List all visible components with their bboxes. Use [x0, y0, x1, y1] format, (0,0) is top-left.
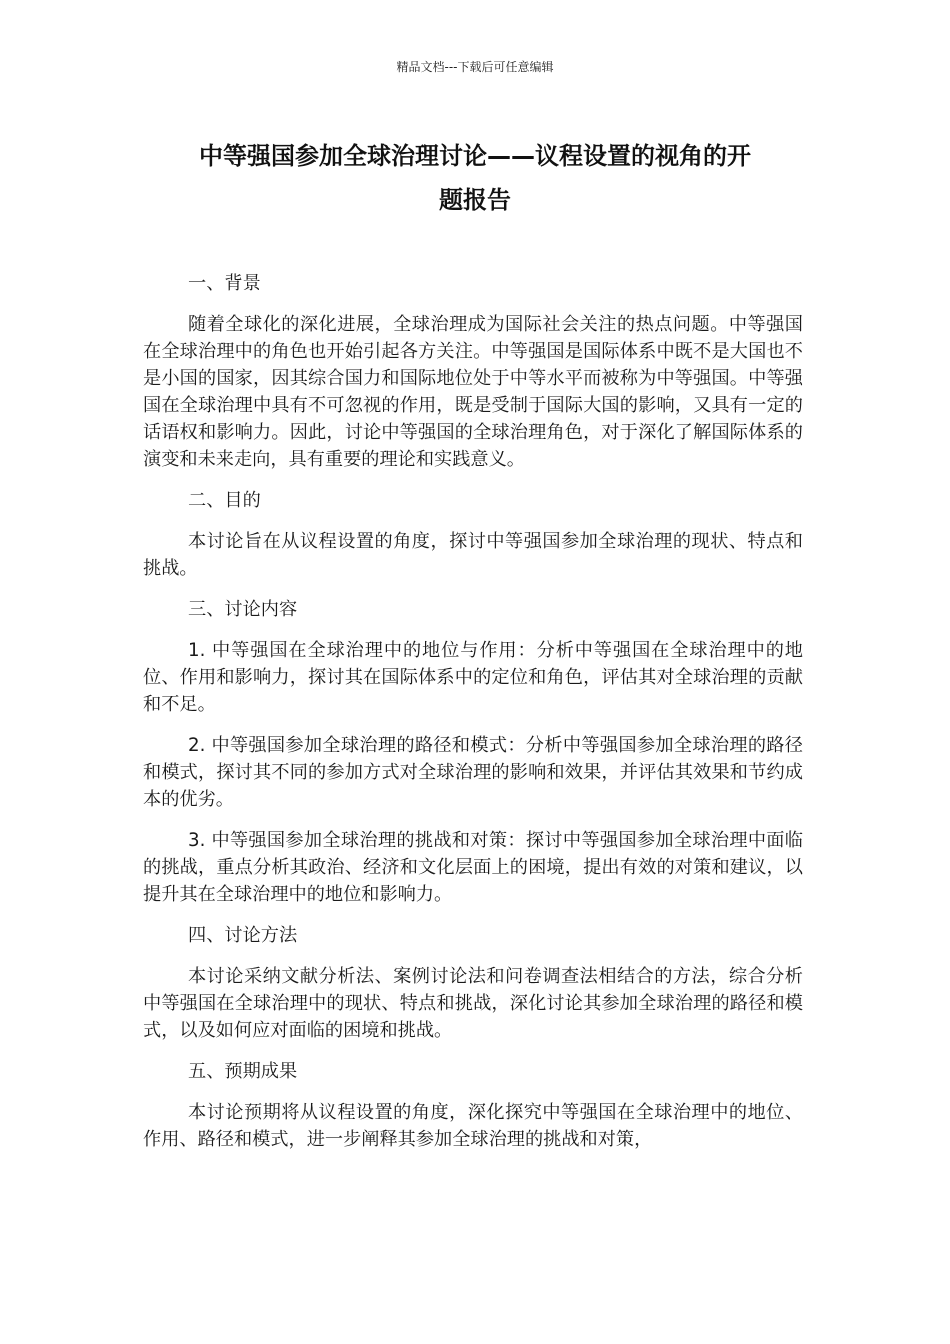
section-body-expected-results: 本讨论预期将从议程设置的角度，深化探究中等强国在全球治理中的地位、作用、路径和模式，进一步阐释其参加全球治理的挑战和对策，	[143, 1102, 803, 1150]
section-body-purpose: 本讨论旨在从议程设置的角度，探讨中等强国参加全球治理的现状、特点和挑战。	[143, 531, 803, 579]
section-heading-purpose: 二、目的	[188, 490, 261, 511]
section-body-background: 随着全球化的深化进展，全球治理成为国际社会关注的热点问题。中等强国在全球治理中的角色也开始引起各方关注。中等强国是国际体系中既不是大国也不是小国的国家，因其综合国力和国际地位处于中等水平而被称为中等强国。中等强国在全球治理中具有不可忽视的作用，既是受制于国际大国的影响，又具有一定的话语权和影响力。因此，讨论中等强国的全球治理角色，对于深化了解国际体系的演变和未来走向，具有重要的理论和实践意义。	[143, 314, 803, 470]
document-title	[140, 134, 810, 222]
section-body-method: 本讨论采纳文献分析法、案例讨论法和问卷调查法相结合的方法，综合分析中等强国在全球治理中的现状、特点和挑战，深化讨论其参加全球治理的路径和模式，以及如何应对面临的困境和挑战。	[143, 966, 803, 1041]
document-title-line-1: 中等强国参加全球治理讨论——议程设置的视角的开	[199, 142, 751, 170]
section-heading-background: 一、背景	[188, 273, 261, 294]
section-heading-expected-results: 五、预期成果	[188, 1061, 298, 1082]
content-item-3: 3. 中等强国参加全球治理的挑战和对策：探讨中等强国参加全球治理中面临的挑战，重点分析其政治、经济和文化层面上的困境，提出有效的对策和建议，以提升其在全球治理中的地位和影响力。	[143, 830, 803, 905]
document-body	[143, 270, 803, 1167]
page-header-note: 精品文档---下载后可任意编辑	[396, 60, 554, 74]
document-title-line-2: 题报告	[439, 186, 511, 214]
content-item-1: 1. 中等强国在全球治理中的地位与作用：分析中等强国在全球治理中的地位、作用和影响力，探讨其在国际体系中的定位和角色，评估其对全球治理的贡献和不足。	[143, 640, 803, 715]
content-item-2: 2. 中等强国参加全球治理的路径和模式：分析中等强国参加全球治理的路径和模式，探讨其不同的参加方式对全球治理的影响和效果，并评估其效果和节约成本的优劣。	[143, 735, 803, 810]
section-heading-method: 四、讨论方法	[188, 925, 298, 946]
section-heading-content: 三、讨论内容	[188, 599, 298, 620]
